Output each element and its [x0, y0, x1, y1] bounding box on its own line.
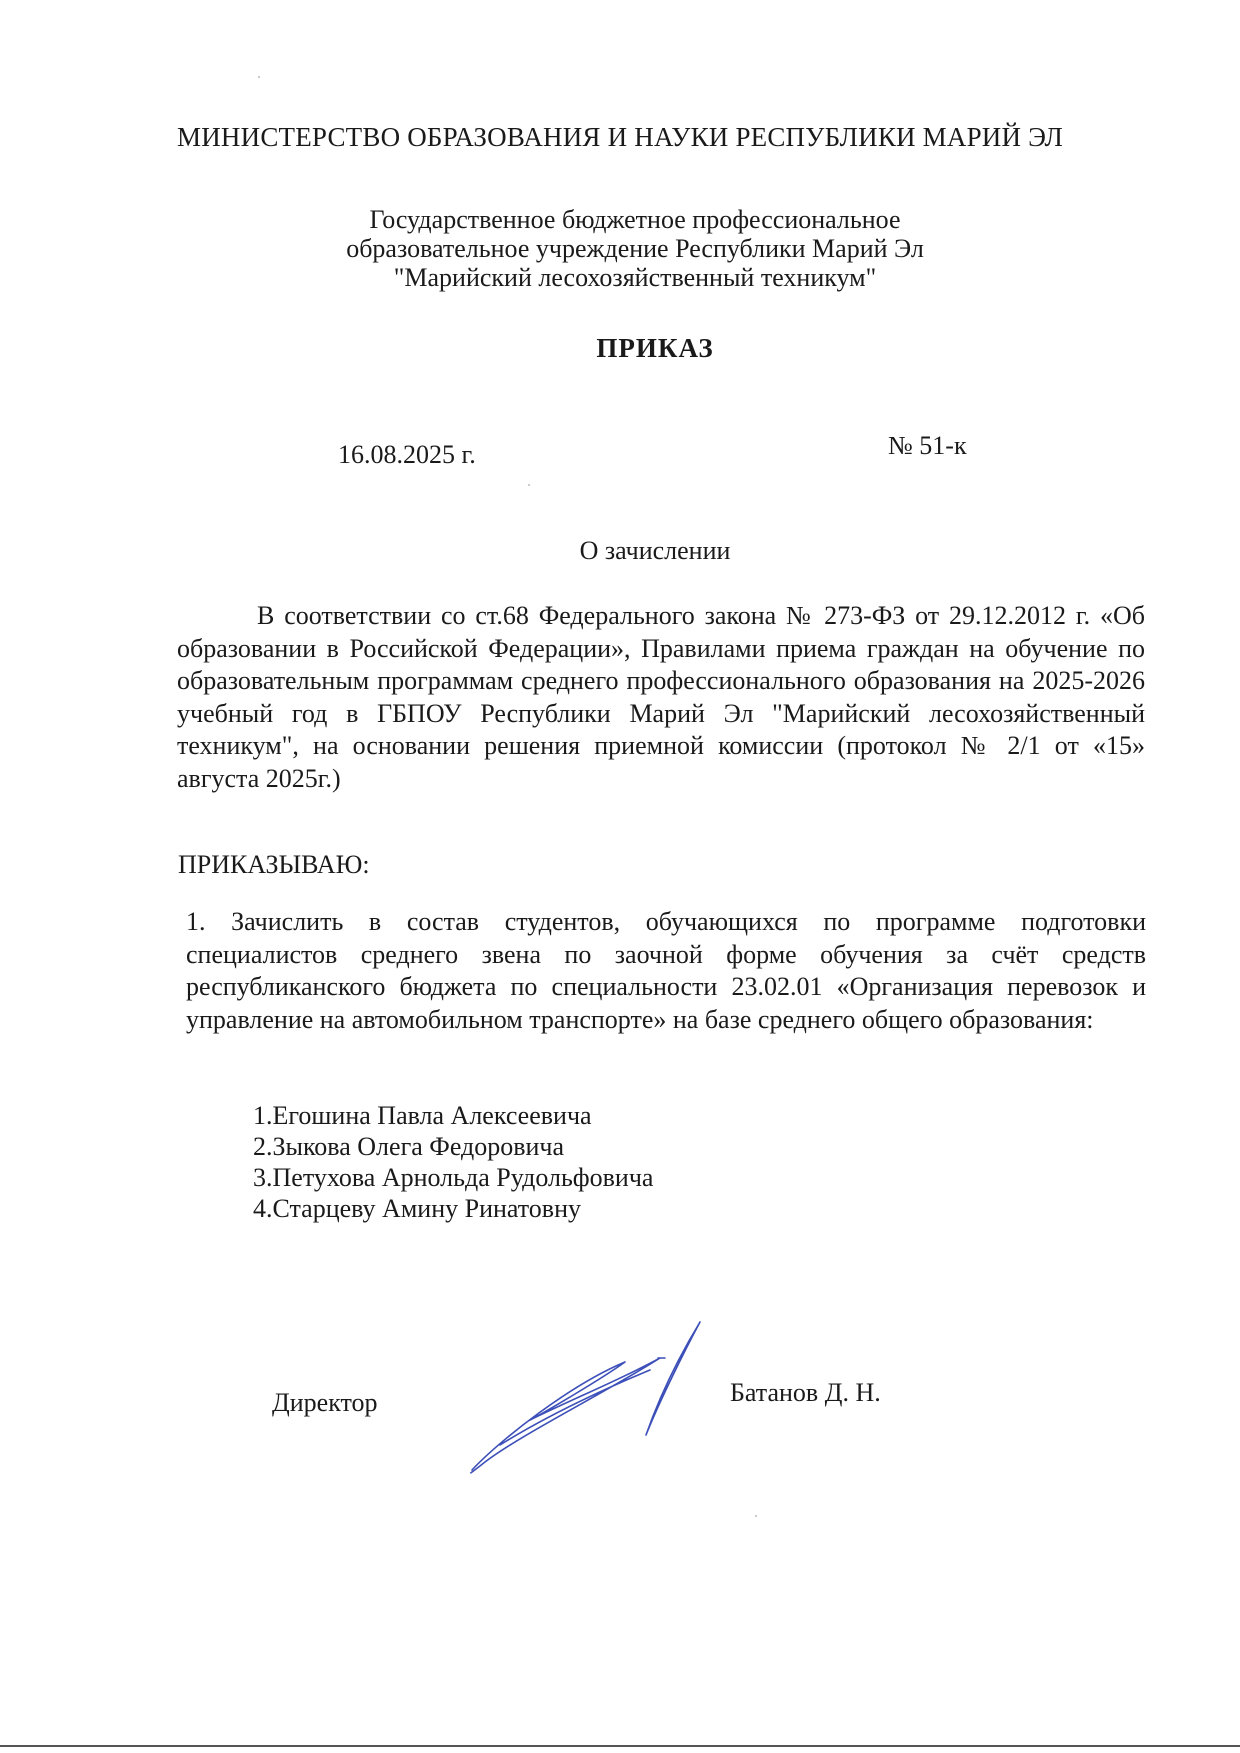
student-list [253, 1100, 653, 1224]
signer-name: Батанов Д. Н. [730, 1378, 881, 1407]
order-title: ПРИКАЗ [596, 333, 714, 363]
signer-position: Директор [272, 1388, 378, 1417]
list-item: 2.Зыкова Олега Федоровича [253, 1132, 565, 1161]
page-bottom-edge [0, 1745, 1240, 1747]
list-item: 3.Петухова Арнольда Рудольфовича [253, 1163, 654, 1192]
directive-heading: ПРИКАЗЫВАЮ: [178, 850, 370, 879]
institution-line-2: образовательное учреждение Республики Марий Эл [346, 234, 924, 263]
scan-speck [755, 1515, 757, 1517]
ministry-heading: МИНИСТЕРСТВО ОБРАЗОВАНИЯ И НАУКИ РЕСПУБЛИКИ МАРИЙ ЭЛ [177, 122, 1063, 152]
scan-speck [528, 484, 530, 486]
institution-line-3: "Марийский лесохозяйственный техникум" [393, 263, 877, 292]
handwritten-signature [460, 1310, 720, 1480]
order-date: 16.08.2025 г. [338, 440, 476, 469]
order-subject: О зачислении [579, 536, 731, 565]
institution-name [0, 205, 1240, 292]
institution-line-1: Государственное бюджетное профессиональное [369, 205, 901, 234]
preamble-paragraph: В соответствии со ст.68 Федерального закона № 273-ФЗ от 29.12.2012 г. «Об образовании в Российской Федерации», Правилами приема граждан на обучение по образовательным программам среднего профессионального образования на 2025-2026 учебный год в ГБПОУ Республики Марий Эл "Марийский лесохозяйственный техникум", на основании решения приемной комиссии (протокол № 2/1 от «15» августа 2025г.) [177, 601, 1145, 793]
scan-speck [258, 76, 260, 78]
list-item: 4.Старцеву Амину Ринатовну [253, 1194, 581, 1223]
list-item: 1.Егошина Павла Алексеевича [253, 1101, 592, 1130]
order-number: № 51-к [888, 431, 967, 460]
order-item-1: 1. Зачислить в состав студентов, обучающихся по программе подготовки специалистов среднего звена по заочной форме обучения за счёт средств республиканского бюджета по специальности 23.02.01 «Организация перевозок и управление на автомобильном транспорте» на базе среднего общего образования: [186, 907, 1146, 1034]
